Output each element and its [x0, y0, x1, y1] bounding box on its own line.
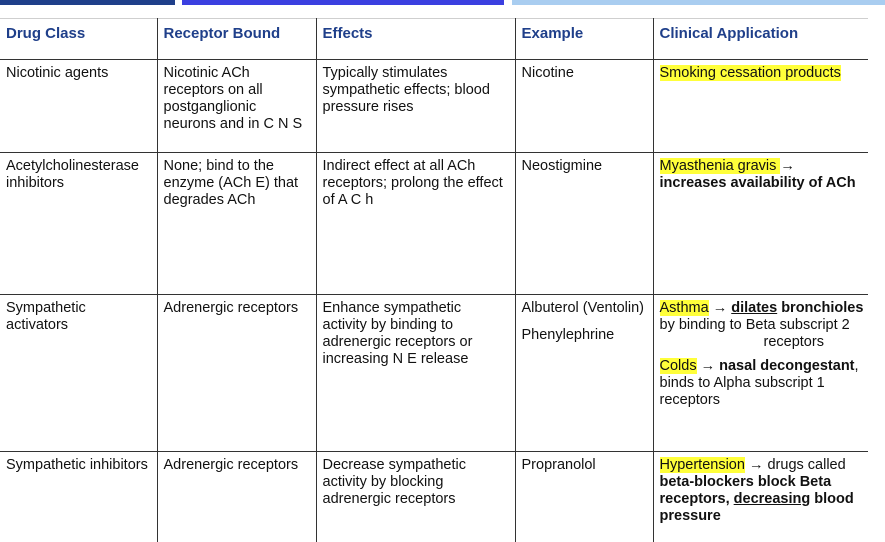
table-row [0, 60, 868, 153]
cell-receptor-bound: Nicotinic ACh receptors on all postganglionic neurons and in C N S [157, 60, 316, 153]
example-albuterol: Albuterol (Ventolin) [521, 300, 645, 316]
highlighted-text: Smoking cessation products [659, 65, 841, 81]
cell-example [515, 295, 653, 452]
drug-table [0, 18, 868, 542]
cell-effects: Typically stimulates sympathetic effects; blood pressure rises [316, 60, 515, 153]
bold-underline-text: decreasing [733, 491, 811, 507]
header-drug-class: Drug Class [0, 19, 157, 60]
cell-example: Neostigmine [515, 153, 653, 295]
arrow-right-icon: → [708, 300, 732, 316]
arrow-right-icon: → [780, 158, 795, 174]
highlighted-text: Myasthenia gravis [659, 158, 781, 174]
header-example: Example [515, 19, 653, 60]
header-effects: Effects [316, 19, 515, 60]
cell-clinical-application [653, 153, 868, 295]
plain-text: binds to Alpha subscript 1 receptors [659, 375, 825, 408]
bold-underline-text: dilates [731, 300, 778, 316]
top-bar-dark [0, 0, 175, 5]
colds-line [660, 358, 863, 375]
arrow-right-icon: → [696, 358, 720, 374]
cell-example: Nicotine [515, 60, 653, 153]
bold-text: bronchioles [777, 300, 864, 316]
top-bar-blue [182, 0, 504, 5]
header-clinical-application: Clinical Application [653, 19, 868, 60]
table-row [0, 452, 868, 542]
asthma-line [660, 300, 863, 317]
cell-effects: Indirect effect at all ACh receptors; prolong the effect of A C h [316, 153, 515, 295]
cell-drug-class: Nicotinic agents [0, 60, 157, 153]
highlighted-text: Hypertension [659, 457, 745, 473]
cell-drug-class: Sympathetic activators [0, 295, 157, 452]
bold-text: beta-blockers block Beta receptors, [659, 474, 832, 507]
cell-receptor-bound: None; bind to the enzyme (ACh E) that degrades ACh [157, 153, 316, 295]
highlighted-text: Asthma [659, 300, 709, 316]
cell-clinical-application [653, 295, 868, 452]
cell-effects: Enhance sympathetic activity by binding to adrenergic receptors or increasing N E release [316, 295, 515, 452]
plain-text: receptors [763, 334, 824, 350]
bold-text: nasal decongestant [719, 358, 855, 374]
top-bar-light [512, 0, 885, 5]
table-header-row [0, 19, 868, 60]
example-phenylephrine: Phenylephrine [521, 327, 615, 343]
cell-drug-class: Sympathetic inhibitors [0, 452, 157, 542]
header-receptor-bound: Receptor Bound [157, 19, 316, 60]
highlighted-text: Colds [659, 358, 697, 374]
cell-receptor-bound: Adrenergic receptors [157, 452, 316, 542]
cell-effects: Decrease sympathetic activity by blocking adrenergic receptors [316, 452, 515, 542]
bold-text: increases availability of ACh [659, 175, 856, 191]
table-row [0, 153, 868, 295]
cell-clinical-application [653, 452, 868, 542]
cell-example: Propranolol [515, 452, 653, 542]
table-row [0, 295, 868, 452]
plain-text: → drugs called [744, 457, 846, 473]
cell-clinical-application [653, 60, 868, 153]
cell-receptor-bound: Adrenergic receptors [157, 295, 316, 452]
comma-text: , [854, 358, 859, 374]
plain-text: by binding to Beta subscript 2 [659, 317, 850, 333]
bold-text: blood pressure [659, 491, 854, 524]
cell-drug-class: Acetylcholinesterase inhibitors [0, 153, 157, 295]
